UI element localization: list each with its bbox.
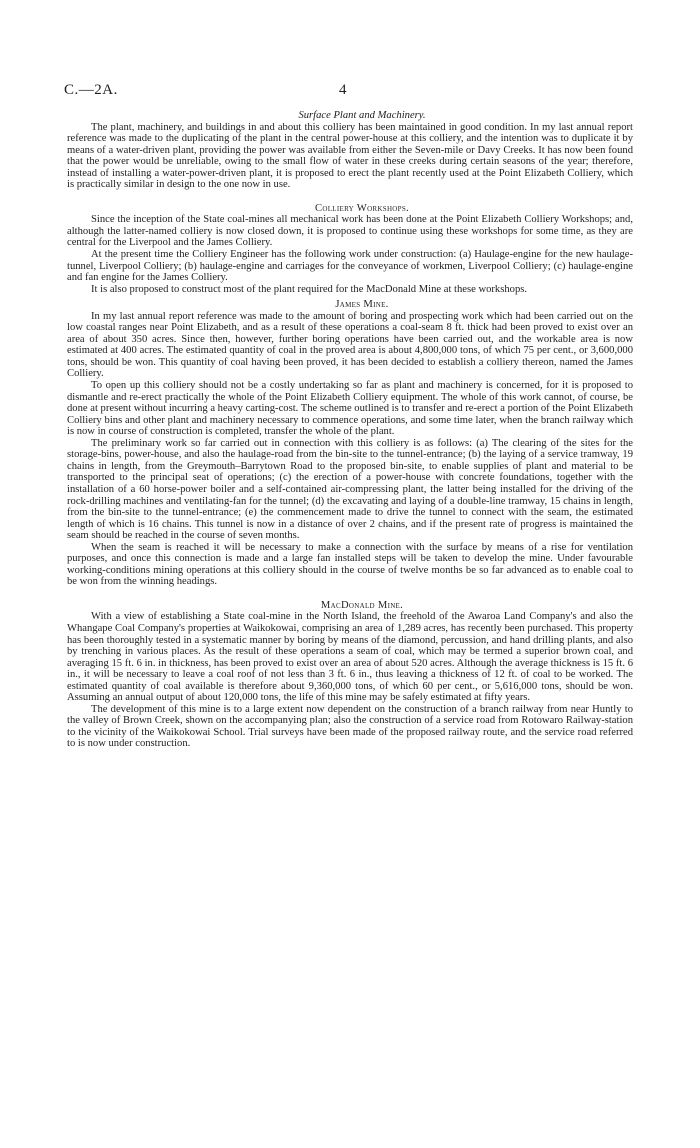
- paragraph: It is also proposed to construct most of the plant required for the MacDonald Mine at these workshops.: [91, 283, 528, 295]
- paragraph: In my last annual report reference was made to the amount of boring and prospecting work which had been carried out on the low coastal ranges near Point Elizabeth, and as a result of these operations a coal-seam 8 ft. thick had been proved to exist over an area of about 350 acres. Since then, however, further boring operations have been carried out, and the workable area is now estimated at 400 acres. The estimated quantity of coal in the proved area is about 4,800,000 tons, of which 75 per cent., or 3,600,000 tons, should be won. This quantity of coal having been proved, it has been decided to establish a colliery thereon, named the James Colliery.: [67, 310, 633, 380]
- paragraph: The plant, machinery, and buildings in and about this colliery has been maintained in good condition. In my last annual report reference was made to the duplicating of the plant in the central power-house at this colliery, and the intention was to duplicate it by means of a water-driven plant, providing the power was available from either the Seven-mile or Davy Creeks. It has now been found that the power would be unreliable, owing to the small flow of water in these creeks during certain seasons of the year; therefore, instead of installing a water-power-driven plant, it is proposed to erect the plant recently used at the Point Elizabeth Colliery, which is practically similar in design to the one now in use.: [67, 121, 633, 191]
- page-header: [64, 82, 636, 102]
- section-heading: Surface Plant and Machinery.: [298, 110, 426, 121]
- section-james-mine: [67, 299, 633, 588]
- paragraph: The development of this mine is to a large extent now dependent on the construction of a branch railway from near Huntly to the valley of Brown Creek, shown on the accompanying plan; also the construction of a service road from Rotowaro Railway-station to the vicinity of the Waikokowai School. Trial surveys have been made of the proposed railway route, and the service road referred to is now under construction.: [67, 703, 633, 750]
- section-macdonald-mine: [67, 600, 633, 750]
- section-colliery-workshops: [67, 203, 633, 295]
- section-heading: James Mine.: [335, 299, 389, 311]
- section-heading: Colliery Workshops.: [315, 202, 409, 214]
- section-surface-plant: [67, 110, 633, 191]
- paragraph: At the present time the Colliery Engineer has the following work under construction: (a) Haulage-engine for the new haulage-tunnel, Liverpool Colliery; (b) haulage-engine and carriages for the conveyance of workmen, Liverpool Colliery; (c) haulage-engine and fan engine for the James Colliery.: [67, 249, 633, 284]
- paragraph: When the seam is reached it will be necessary to make a connection with the surface by means of a rise for ventilation purposes, and once this connection is made and a large fan installed steps will be taken to develop the mine. Under favourable working-conditions mining operations at this colliery should in the course of twelve months be so far advanced as to enable coal to be won from the winning headings.: [67, 541, 633, 588]
- paragraph: Since the inception of the State coal-mines all mechanical work has been done at the Point Elizabeth Colliery Workshops; and, although the latter-named colliery is now closed down, it is proposed to continue using these workshops for some time, as they are central for the Liverpool and the James Colliery.: [67, 214, 633, 249]
- paragraph: The preliminary work so far carried out in connection with this colliery is as follows: (a) The clearing of the sites for the storage-bins, power-house, and also the haulage-road from the bin-site to the tunnel-entrance; (b) the laying of a service tramway, 19 chains in length, from the Greymouth–Barrytown Road to the proposed bin-site, to enable supplies of plant and material to be transported to the principal seat of operations; (c) the erection of a power-house with concrete foundations, together with the installation of a 60 horse-power boiler and a self-contained air-compressing plant, the latter being installed for the driving of the rock-drilling machines and ventilating-fan for the tunnel; (d) the excavating and laying of a double-line tramway, 15 chains in length, from the bin-site to the tunnel-entrance; (e) the commencement made to drive the tunnel to connect with the seam, the estimated length of which is 16 chains. This tunnel is now in a distance of over 2 chains, and if the present rate of progress is maintained the seam should be reached in the course of seven months.: [67, 437, 633, 542]
- paragraph: With a view of establishing a State coal-mine in the North Island, the freehold of the Awaroa Land Company's and also the Whangape Coal Company's properties at Waikokowai, comprising an area of 1,289 acres, has recently been purchased. This property has been thoroughly tested in a systematic manner by boring by means of the diamond, percussion, and hand drilling plants, and also by trenching in various places. As the result of these operations a seam of coal, which may be termed a superior brown coal, and averaging 15 ft. 6 in. in thickness, has been proved to exist over an area of about 520 acres. Although the average thickness is 15 ft. 6 in., it will be necessary to leave a coal roof of not less than 3 ft. 6 in., thus leaving a thickness of 12 ft. of coal to be worked. The estimated quantity of coal available is therefore about 9,360,000 tons, of which 60 per cent., or 5,616,000 tons, should be won. Assuming an annual output of about 120,000 tons, the life of this mine may be safely estimated at fifty years.: [67, 611, 633, 704]
- paragraph: To open up this colliery should not be a costly undertaking so far as plant and machinery is concerned, for it is proposed to dismantle and re-erect practically the whole of the Point Elizabeth Colliery equipment. The whole of this work cannot, of course, be done at present without incurring a heavy carting-cost. The scheme outlined is to transfer and re-erect a portion of the Point Elizabeth Colliery bins and other plant and machinery necessary to commence operations, and some time later, when the branch railway which is now in course of construction is completed, transfer the whole of the plant.: [67, 380, 633, 438]
- section-heading: MacDonald Mine.: [320, 599, 404, 611]
- document-reference: C.—2A.: [64, 82, 118, 98]
- document-body: [67, 110, 633, 750]
- page-number: 4: [339, 82, 347, 98]
